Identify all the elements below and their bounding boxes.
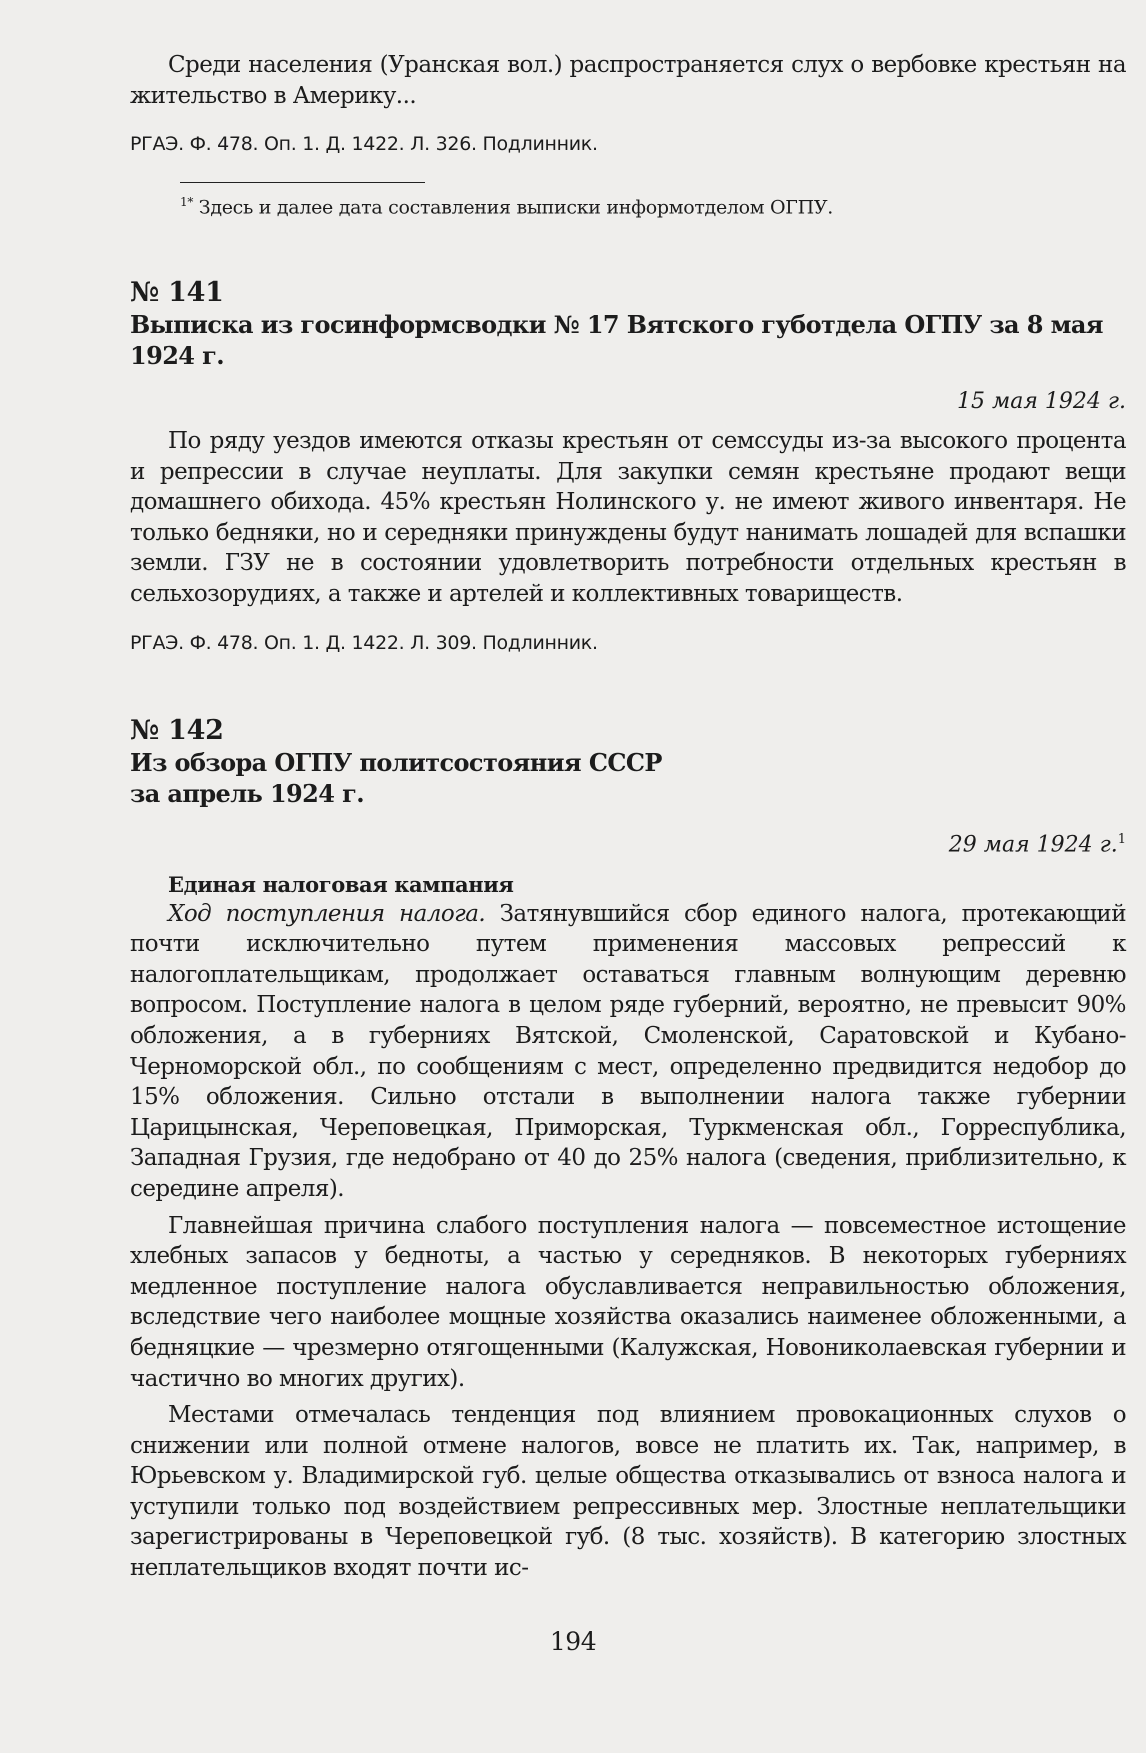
doc-142-date bbox=[130, 825, 1126, 860]
page-content bbox=[130, 50, 1126, 1584]
page-number: 194 bbox=[549, 1627, 597, 1656]
doc-142-title bbox=[130, 747, 1126, 809]
doc-142-paragraph-1-lead: Ход поступления налога. bbox=[168, 900, 486, 927]
doc-142-paragraph-3: Местами отмечалась тенденция под влиянием провокационных слухов о снижении или полной отмене налогов, вовсе не платить их. Так, например, в Юрьевском у. Владимирской губ. целые общества отказывались от взноса налога и уступили только под воздействием репрессивных мер. Злостные неплательщики зарегистрированы в Череповецкой губ. (8 тыс. хозяйств). В категорию злостных неплательщиков входят почти ис- bbox=[130, 1402, 1126, 1582]
footnote-text: Здесь и далее дата составления выписки информотделом ОГПУ. bbox=[193, 196, 834, 219]
footnote bbox=[130, 189, 1126, 220]
doc-141-date: 15 мая 1924 г. bbox=[957, 389, 1126, 415]
top-paragraph: Среди населения (Уранская вол.) распространяется слух о вербовке крестьян на жительство в Америку... bbox=[130, 52, 1126, 109]
doc-141-source-citation: РГАЭ. Ф. 478. Оп. 1. Д. 1422. Л. 309. Подлинник. bbox=[130, 631, 598, 654]
doc-142-date-marker: 1 bbox=[1117, 832, 1126, 848]
doc-142-section-title: Единая налоговая кампания bbox=[168, 871, 514, 897]
doc-142-paragraph-2: Главнейшая причина слабого поступления налога — повсеместное истощение хлебных запасов у бедноты, а частью у середняков. В некоторых губерниях медленное поступление налога обуславливается неправильностью обложения, вследствие чего наиболее мощные хозяйства оказались наименее обложенными, а бедняцкие — чрезмерно отягощенными (Калужская, Новониколаевская губернии и частично во многих других). bbox=[130, 1212, 1126, 1392]
footnote-marker: 1* bbox=[180, 194, 194, 209]
doc-141-number: № 141 bbox=[130, 277, 224, 309]
doc-142-date-text: 29 мая 1924 г. bbox=[948, 832, 1118, 858]
doc-142-title-line1: Из обзора ОГПУ политсостояния СССР bbox=[130, 748, 662, 778]
doc-141-title: Выписка из госинформсводки № 17 Вятского губотдела ОГПУ за 8 мая 1924 г. bbox=[130, 310, 1103, 371]
doc-141-paragraph: По ряду уездов имеются отказы крестьян от семссуды из-за высокого процента и репрессии в случае неуплаты. Для закупки семян крестьяне продают вещи домашнего обихода. 45% крестьян Нолинского у. не имеют живого инвентаря. Не только бедняки, но и середняки принуждены будут нанимать лошадей для вспашки земли. ГЗУ не в состоянии удовлетворить потребности отдельных крестьян в сельхозорудиях, а также и артелей и коллективных товариществ. bbox=[130, 428, 1126, 608]
doc-142-number: № 142 bbox=[130, 715, 224, 747]
doc-142-paragraph-1 bbox=[130, 899, 1126, 1205]
footnote-divider bbox=[180, 182, 425, 183]
top-source-citation: РГАЭ. Ф. 478. Оп. 1. Д. 1422. Л. 326. Подлинник. bbox=[130, 133, 598, 156]
doc-142-paragraph-1-text: Затянувшийся сбор единого налога, протекающий почти исключительно путем применения массовых репрессий к налогоплательщикам, продолжает оставаться главным волнующим деревню вопросом. Поступление налога в целом ряде губерний, вероятно, не превысит 90% обложения, а в губерниях Вятской, Смоленской, Саратовской и Кубано-Черноморской обл., по сообщениям с мест, определенно предвидится недобор до 15% обложения. Сильно отстали в выполнении налога также губернии Царицынская, Череповецкая, Приморская, Туркменская обл., Горреспублика, Западная Грузия, где недобрано от 40 до 25% налога (сведения, приблизительно, к середине апреля). bbox=[130, 900, 1126, 1202]
doc-142-title-line2: за апрель 1924 г. bbox=[130, 779, 364, 809]
